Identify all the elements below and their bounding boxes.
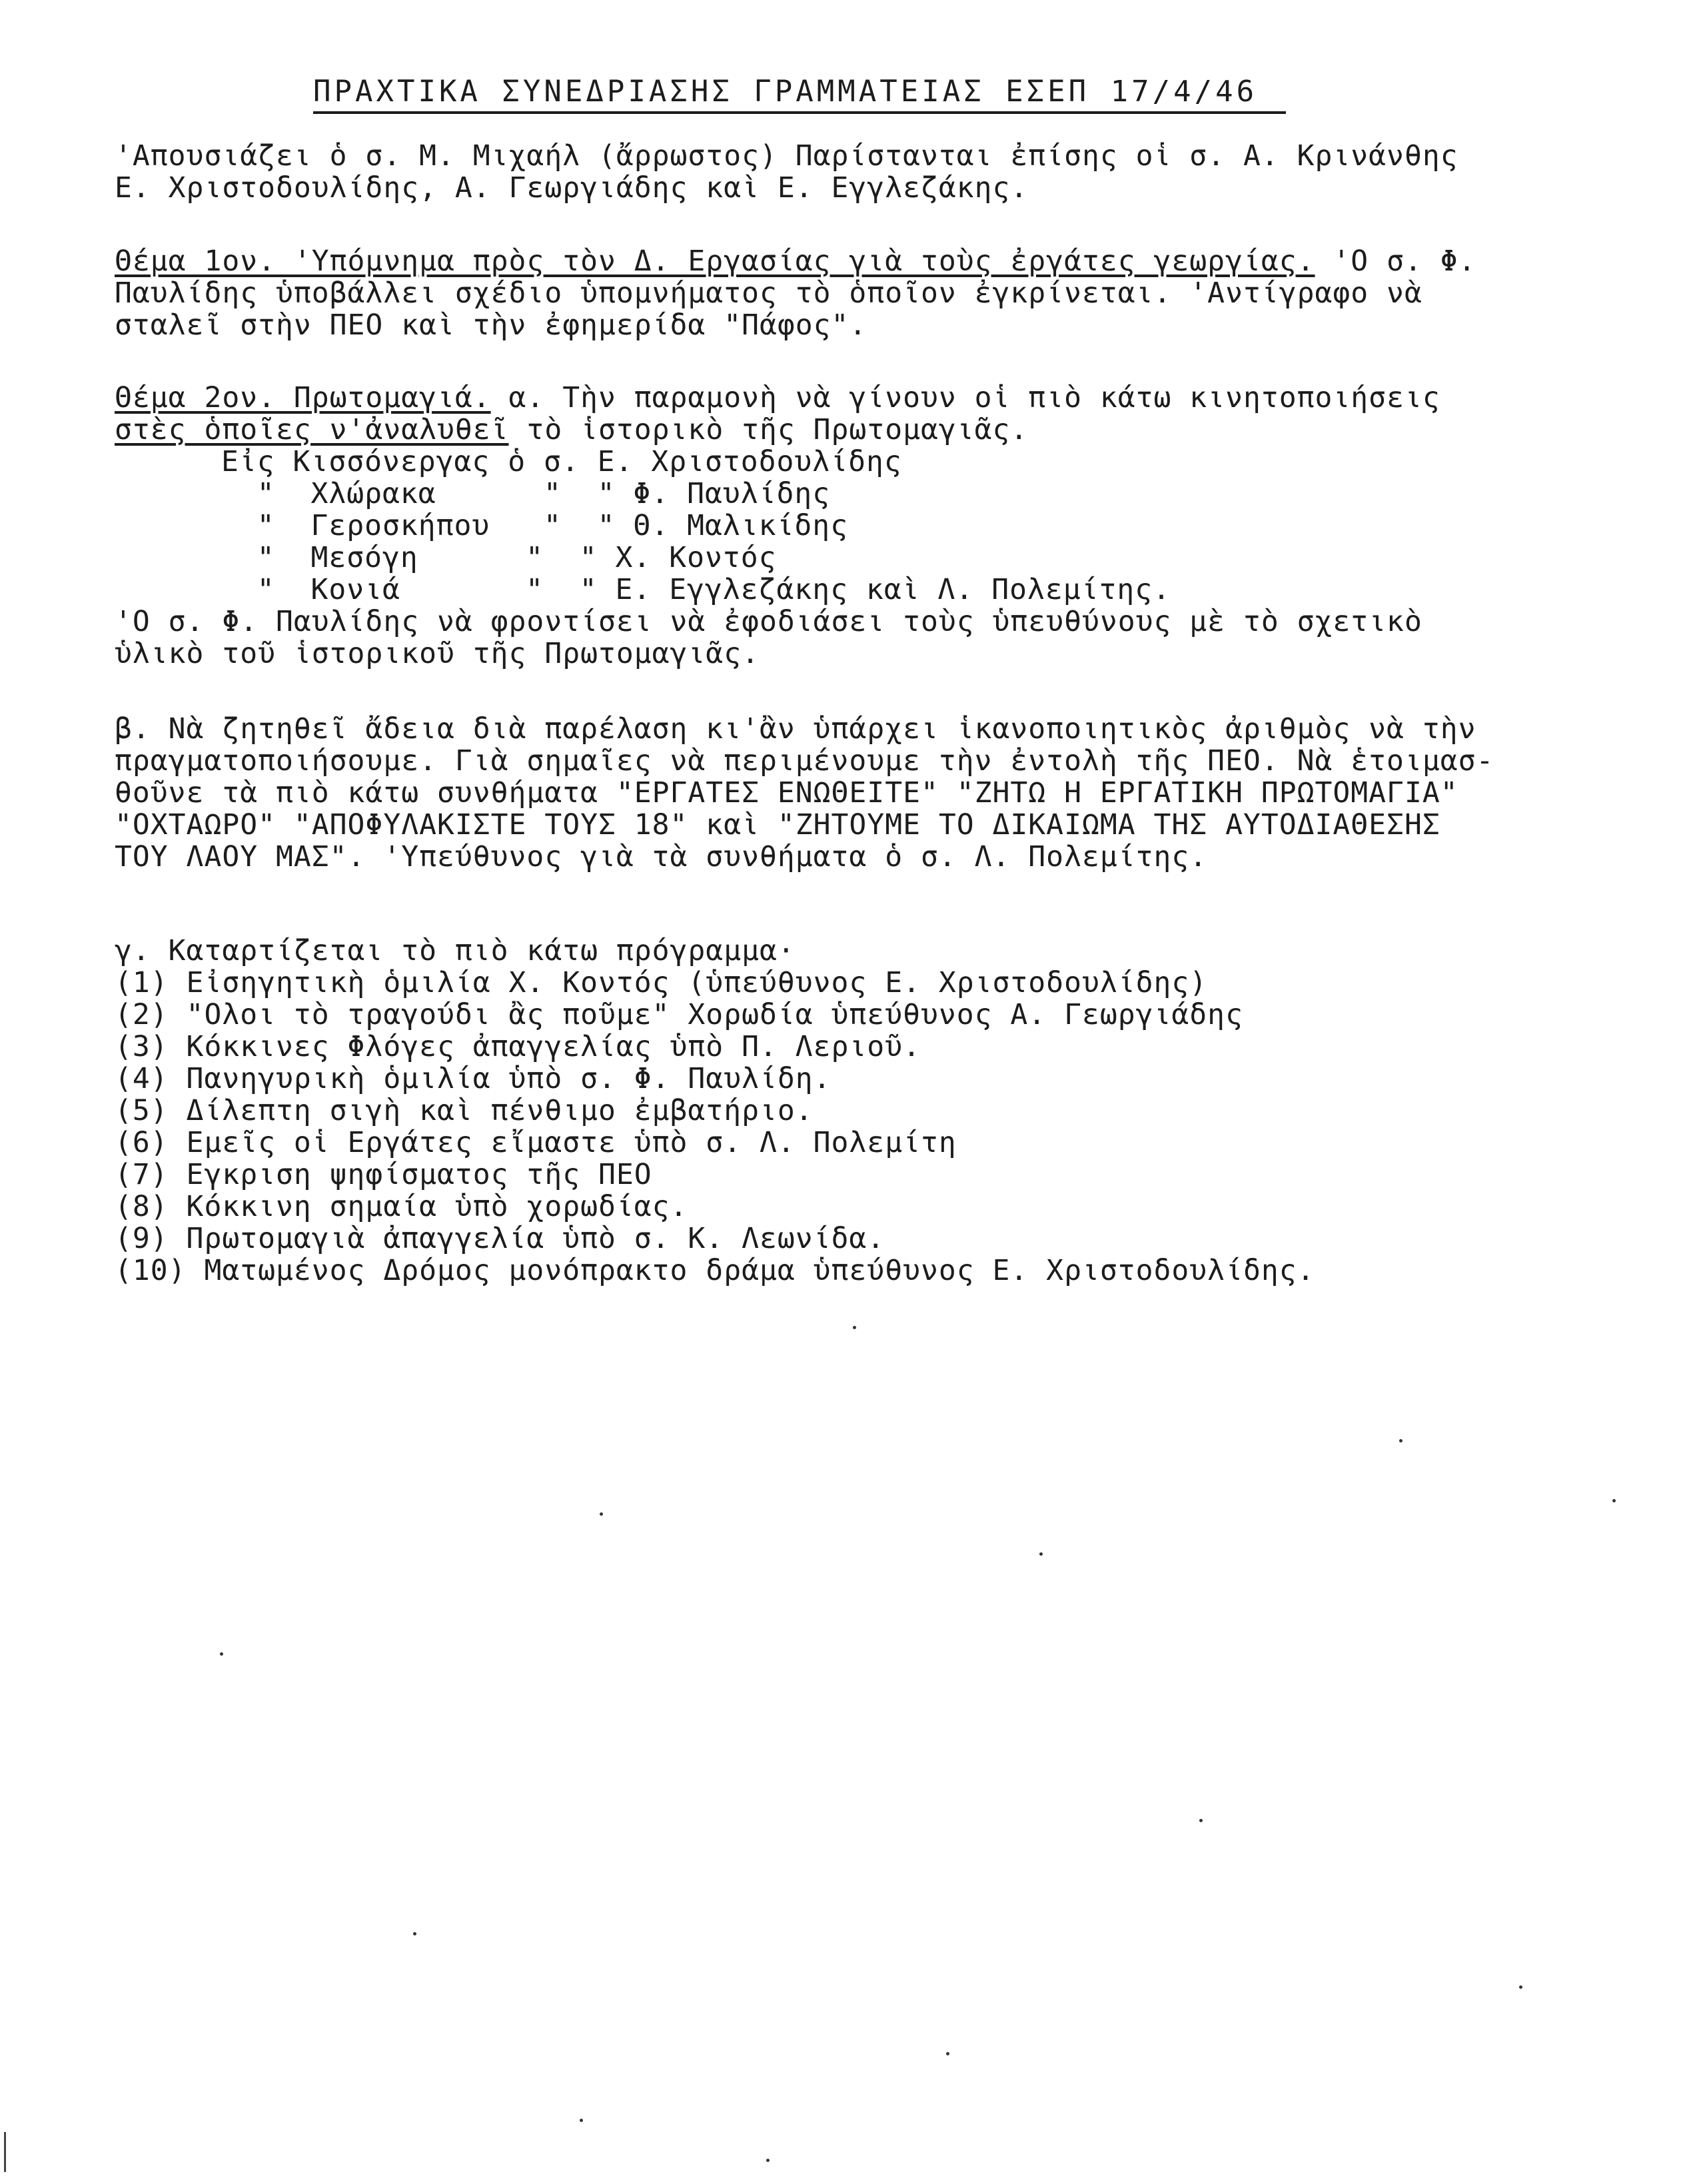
scan-speck [600,1512,603,1516]
assignment-row: Εἰς Κισσόνεργας ὁ σ. Ε. Χριστοδουλίδης [221,445,902,478]
theme-2-heading-tail: α. Τὴν παραμονὴ νὰ γίνουν οἱ πιὸ κάτω κινητοποιήσεις [490,381,1440,414]
program-item: (5) Δίλεπτη σιγὴ καὶ πένθιμο ἐμβατήριο. [115,1094,814,1127]
theme-2-heading: Θέμα 2ον. Πρωτομαγιά. [115,381,491,414]
program-item: (8) Κόκκινη σημαία ὑπὸ χορωδίας. [115,1190,688,1223]
beta-line: θοῦνε τὰ πιὸ κάτω συνθήματα "ΕΡΓΑΤΕΣ ΕΝΩΘΕΙΤΕ" "ΖΗΤΩ Η ΕΡΓΑΤΙΚΗ ΠΡΩΤΟΜΑΓΙΑ" [115,776,1458,810]
scan-speck [1039,1552,1043,1556]
beta-line: ΤΟΥ ΛΑΟΥ ΜΑΣ". 'Υπεύθυνος γιὰ τὰ συνθήματα ὁ σ. Λ. Πολεμίτης. [115,840,1208,873]
scan-speck [1199,1819,1203,1822]
theme-1-section [115,245,1620,341]
attendance-paragraph [115,140,1620,204]
scan-speck [220,1652,223,1656]
theme-2-line-2-rest: τὸ ἱστορικὸ τῆς Πρωτομαγιᾶς. [508,413,1029,446]
beta-line: πραγματοποιήσουμε. Γιὰ σημαῖες νὰ περιμένουμε τὴν ἐντολὴ τῆς ΠΕΟ. Νὰ ἑτοιμασ- [115,744,1494,778]
theme-1-line-2: σταλεῖ στὴν ΠΕΟ καὶ τὴν ἐφημερίδα "Πάφος". [115,308,867,342]
beta-line: β. Νὰ ζητηθεῖ ἄδεια διὰ παρέλαση κι'ἂν ὑπάρχει ἱκανοποιητικὸς ἀριθμὸς νὰ τὴν [115,712,1476,746]
theme-2-heading-line [115,382,1620,414]
scan-speck [766,2159,770,2162]
beta-line: "ΟΧΤΑΩΡΟ" "ΑΠΟΦΥΛΑΚΙΣΤΕ ΤΟΥΣ 18" καὶ "ΖΗΤΟΥΜΕ ΤΟ ΔΙΚΑΙΩΜΑ ΤΗΣ ΑΥΤΟΔΙΑΘΕΣΗΣ [115,808,1440,841]
assignment-row: " Χλώρακα " " Φ. Παυλίδης [221,477,831,510]
scan-speck [853,1326,856,1329]
beta-paragraph [115,713,1620,873]
program-item: (3) Κόκκινες Φλόγες ἀπαγγελίας ὑπὸ Π. Λεριοῦ. [115,1030,921,1063]
program-item: (9) Πρωτομαγιὰ ἀπαγγελία ὑπὸ σ. Κ. Λεωνίδα. [115,1222,885,1255]
attendance-line-1: 'Απουσιάζει ὁ σ. Μ. Μιχαήλ (ἄρρωστος) Παρίστανται ἐπίσης οἱ σ. Α. Κρινάνθης [115,139,1458,173]
document-title: ΠΡΑΧΤΙΚΑ ΣΥΝΕΔΡΙΑΣΗΣ ΓΡΑΜΜΑΤΕΙΑΣ ΕΣΕΠ 17/4/46 [313,75,1286,114]
theme-2-after-line-2: ὑλικὸ τοῦ ἱστορικοῦ τῆς Πρωτομαγιᾶς. [115,637,760,670]
scan-edge-mark [4,2132,6,2172]
theme-1-heading-tail: 'Ο σ. Φ. [1315,245,1476,278]
program-item: (10) Ματωμένος Δρόμος μονόπρακτο δράμα ὑπεύθυνος Ε. Χριστοδουλίδης. [115,1254,1315,1287]
assignment-row: " Γεροσκήπου " " Θ. Μαλικίδης [221,509,849,542]
assignment-row: " Μεσόγη " " Χ. Κοντός [221,541,777,574]
theme-2-section [115,382,1620,670]
scan-speck [946,2052,949,2055]
theme-2-after-line-1: 'Ο σ. Φ. Παυλίδης νὰ φροντίσει νὰ ἐφοδιάσει τοὺς ὑπευθύνους μὲ τὸ σχετικὸ [115,605,1422,638]
theme-1-line-1: Παυλίδης ὑποβάλλει σχέδιο ὑπομνήματος τὸ ὁποῖον ἐγκρίνεται. 'Αντίγραφο νὰ [115,276,1422,310]
gamma-intro: γ. Καταρτίζεται τὸ πιὸ κάτω πρόγραμμα· [115,934,796,967]
scan-speck [413,1932,416,1935]
assignment-row: " Κονιά " " Ε. Εγγλεζάκης καὶ Λ. Πολεμίτης. [221,573,1171,606]
program-item: (7) Εγκριση ψηφίσματος τῆς ΠΕΟ [115,1158,652,1191]
theme-1-heading: Θέμα 1ον. 'Υπόμνημα πρὸς τὸν Δ. Εργασίας γιὰ τοὺς ἐργάτες γεωργίας. [115,245,1315,278]
scan-speck [1519,1985,1522,1989]
theme-1-heading-line [115,245,1620,277]
theme-2-line-2 [115,414,1620,446]
scan-speck [1399,1439,1403,1442]
theme-2-line-2-underlined: στὲς ὁποῖες ν'ἀναλυθεῖ [115,413,509,446]
scan-speck [1612,1499,1616,1502]
gamma-program [115,935,1620,1287]
program-item: (1) Εἰσηγητικὴ ὁμιλία Χ. Κοντός (ὑπεύθυνος Ε. Χριστοδουλίδης) [115,966,1208,999]
program-item: (2) "Ολοι τὸ τραγούδι ἂς ποῦμε" Χορωδία ὑπεύθυνος Α. Γεωργιάδης [115,998,1243,1031]
scan-speck [580,2119,583,2122]
program-item: (4) Πανηγυρικὴ ὁμιλία ὑπὸ σ. Φ. Παυλίδη. [115,1062,832,1095]
program-item: (6) Εμεῖς οἱ Εργάτες εἴμαστε ὑπὸ σ. Λ. Πολεμίτη [115,1126,957,1159]
attendance-line-2: Ε. Χριστοδουλίδης, Α. Γεωργιάδης καὶ Ε. Εγγλεζάκης. [115,171,1029,205]
